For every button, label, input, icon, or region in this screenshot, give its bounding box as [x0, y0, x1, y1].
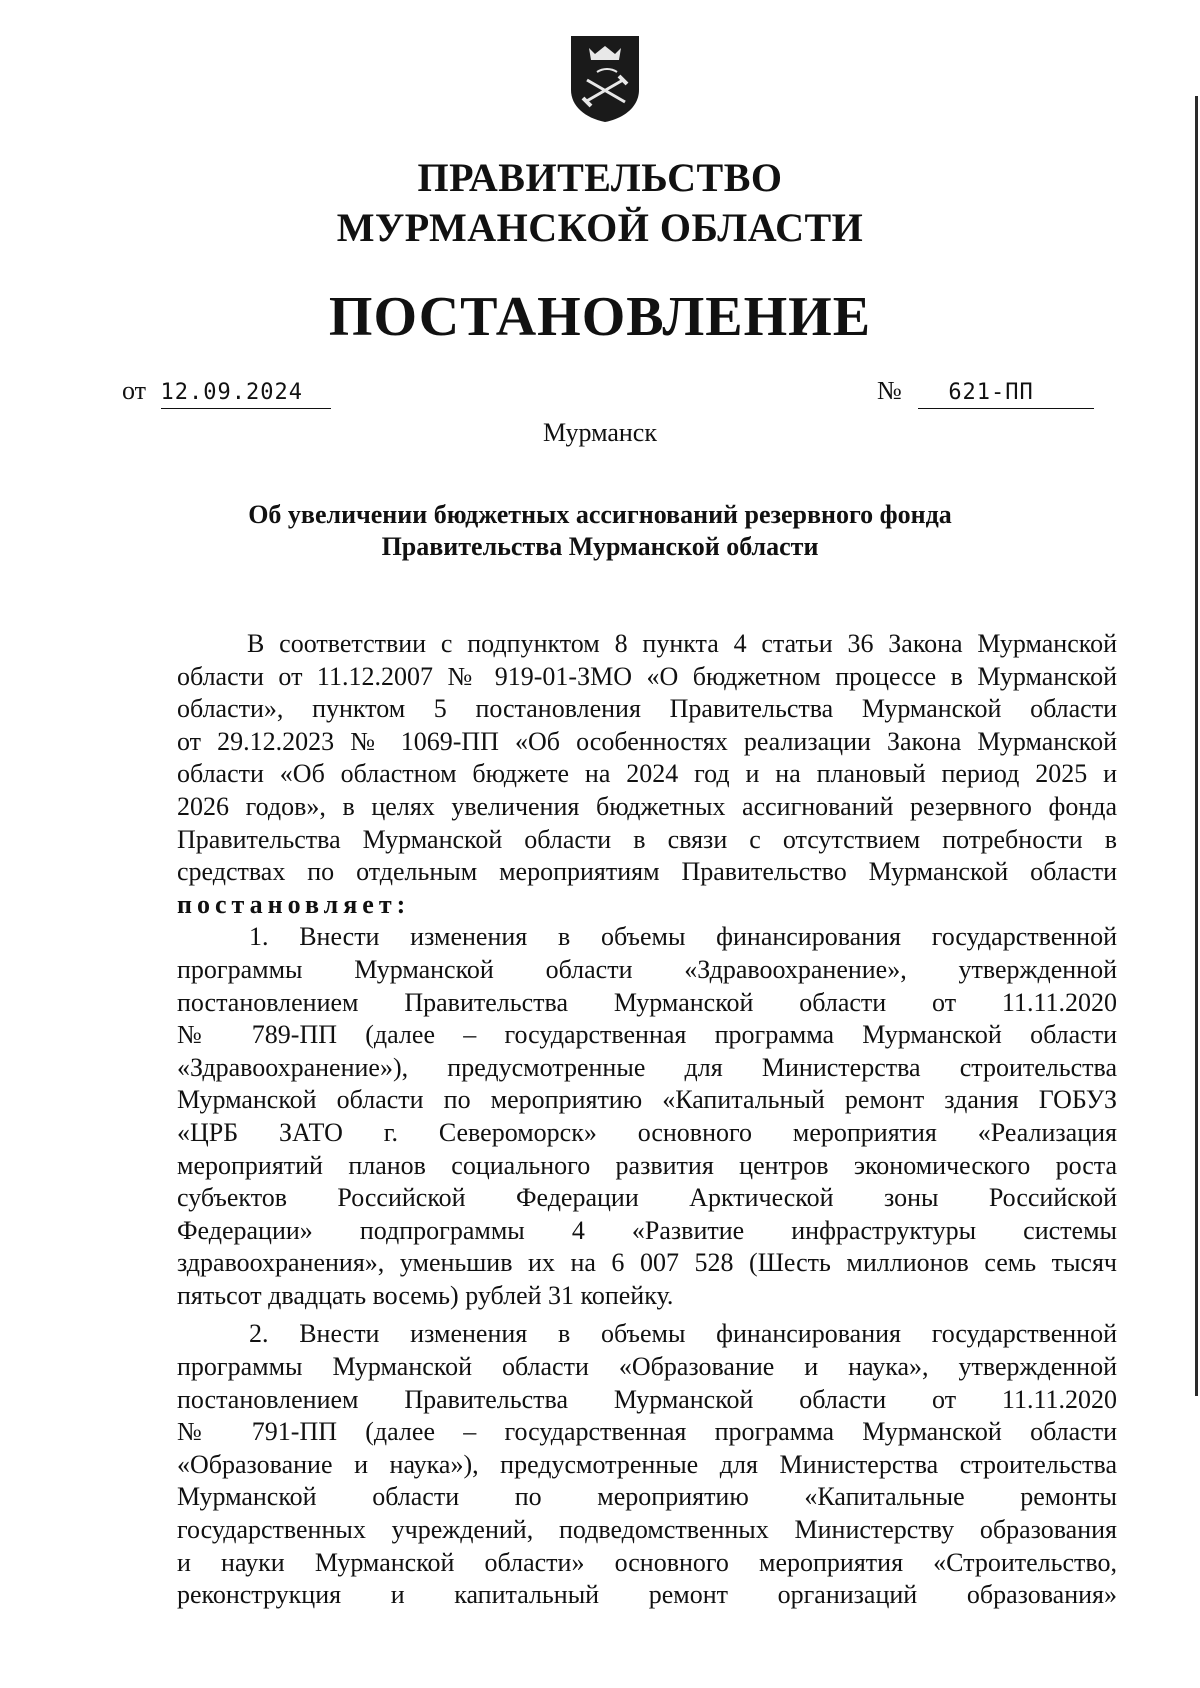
clause-1-line: № 789-ПП (далее – государственная программа Мурманской области [177, 1020, 1117, 1050]
clause-2-line: программы Мурманской области «Образование и наука», утвержденной [177, 1352, 1117, 1382]
clause-1-line: Федерации» подпрограммы 4 «Развитие инфраструктуры системы [177, 1215, 1117, 1245]
body-line: области», пунктом 5 постановления Правительства Мурманской области [177, 694, 1117, 724]
document-title-line2: Правительства Мурманской области [381, 532, 819, 561]
document-date [122, 376, 331, 409]
document-number [877, 376, 1094, 409]
clause-2-line: № 791-ПП (далее – государственная программа Мурманской области [177, 1417, 1117, 1447]
resolution-keyword: постановляет: [177, 889, 411, 919]
clause-1-line: здравоохранения», уменьшив их на 6 007 528 (Шесть миллионов семь тысяч [177, 1248, 1117, 1278]
document-body [177, 628, 1117, 1612]
date-value: 12.09.2024 [161, 378, 331, 409]
clause-1-line: «Здравоохранение»), предусмотренные для Министерства строительства [177, 1052, 1117, 1082]
clause-2-line: государственных учреждений, подведомственных Министерству образования [177, 1515, 1117, 1545]
document-title-line1: Об увеличении бюджетных ассигнований резервного фонда [248, 500, 952, 529]
clause-1-line: «ЦРБ ЗАТО г. Североморск» основного мероприятия «Реализация [177, 1117, 1117, 1147]
clause-2-line: реконструкция и капитальный ремонт организаций образования» [177, 1580, 1117, 1610]
body-line: области «Об областном бюджете на 2024 год и на плановый период 2025 и [177, 759, 1117, 789]
clause-1-line: мероприятий планов социального развития центров экономического роста [177, 1150, 1117, 1180]
date-prefix: от [122, 376, 147, 405]
clause-2-line: постановлением Правительства Мурманской области от 11.11.2020 [177, 1384, 1117, 1414]
body-line: 2026 годов», в целях увеличения бюджетных ассигнований резервного фонда [177, 791, 1117, 821]
document-type: ПОСТАНОВЛЕНИЕ [328, 286, 872, 348]
clause-1-line: пятьсот двадцать восемь) рублей 31 копейку. [177, 1280, 674, 1310]
organization-name-line2: МУРМАНСКОЙ ОБЛАСТИ [336, 205, 864, 250]
clause-1-line: постановлением Правительства Мурманской области от 11.11.2020 [177, 987, 1117, 1017]
organization-name-line1: ПРАВИТЕЛЬСТВО [417, 155, 783, 200]
city-name: Мурманск [543, 418, 657, 447]
body-line: средствах по отдельным мероприятиям Правительство Мурманской области [177, 857, 1117, 887]
body-line: области от 11.12.2007 № 919-01-ЗМО «О бюджетном процессе в Мурманской [177, 661, 1117, 691]
coat-of-arms-icon [567, 32, 643, 124]
body-line: от 29.12.2023 № 1069-ПП «Об особенностях реализации Закона Мурманской [177, 726, 1117, 756]
number-value: 621-ПП [918, 378, 1094, 409]
clause-2-line: Мурманской области по мероприятию «Капитальные ремонты [177, 1482, 1117, 1512]
clause-2-line: «Образование и наука»), предусмотренные для Министерства строительства [177, 1449, 1117, 1479]
body-line: Правительства Мурманской области в связи с отсутствием потребности в [177, 824, 1117, 854]
clause-1-line: Мурманской области по мероприятию «Капитальный ремонт здания ГОБУЗ [177, 1085, 1117, 1115]
body-line: В соответствии с подпунктом 8 пункта 4 статьи 36 Закона Мурманской [247, 629, 1117, 658]
number-prefix: № [877, 376, 902, 405]
clause-1-line: субъектов Российской Федерации Арктической зоны Российской [177, 1183, 1117, 1213]
clause-1-line: программы Мурманской области «Здравоохранение», утвержденной [177, 954, 1117, 984]
clause-1-line: 1. Внести изменения в объемы финансирования государственной [249, 922, 1117, 952]
clause-2-line: и науки Мурманской области» основного мероприятия «Строительство, [177, 1547, 1117, 1577]
clause-2-line: 2. Внести изменения в объемы финансирования государственной [249, 1319, 1117, 1349]
